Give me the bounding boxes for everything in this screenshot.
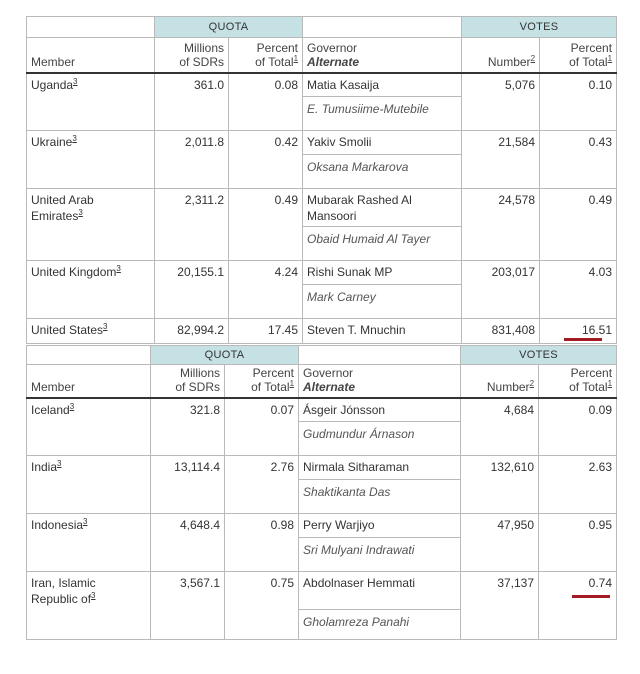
- quota-cell: 20,155.1: [155, 261, 229, 319]
- alternate-cell: Gholamreza Panahi: [299, 610, 461, 640]
- members-table-1: [26, 16, 617, 344]
- table-row: [27, 73, 617, 97]
- governor-cell: Ásgeir Jónsson: [299, 398, 461, 422]
- blank-governor-group: [303, 17, 462, 38]
- votes-percent-cell: 16.51: [540, 319, 617, 344]
- blank-corner: [27, 17, 155, 38]
- quota-percent-cell: 0.75: [225, 572, 299, 640]
- alternate-cell: Sri Mulyani Indrawati: [299, 538, 461, 572]
- governor-header: Governor Alternate: [299, 365, 461, 398]
- members-table-2: [26, 345, 617, 640]
- blank-governor-group: [299, 346, 461, 365]
- votes-cell: 203,017: [462, 261, 540, 319]
- quota-cell: 2,011.8: [155, 131, 229, 189]
- member-cell: Ukraine$^3$: [27, 131, 155, 189]
- quota-percent-header: Percent of Total$^1$: [229, 38, 303, 73]
- governor-cell: Yakiv Smolii: [303, 131, 462, 155]
- votes-group-header: VOTES: [462, 17, 617, 38]
- quota-percent-cell: 0.98: [225, 514, 299, 572]
- alternate-cell: Obaid Humaid Al Tayer: [303, 227, 462, 261]
- votes-percent-cell: 4.03: [540, 261, 617, 319]
- governor-cell: Matia Kasaija: [303, 73, 462, 97]
- alternate-cell: Gudmundur Árnason: [299, 422, 461, 456]
- table-row: [27, 398, 617, 422]
- quota-percent-cell: 0.07: [225, 398, 299, 456]
- votes-percent-cell: 0.49: [540, 189, 617, 261]
- highlight-underline: [564, 338, 602, 341]
- quota-cell: 2,311.2: [155, 189, 229, 261]
- alternate-cell: Mark Carney: [303, 285, 462, 319]
- votes-percent-cell: 0.09: [539, 398, 617, 456]
- member-cell: Uganda$^3$: [27, 73, 155, 131]
- millions-header: Millions of SDRs: [151, 365, 225, 398]
- votes-cell: 831,408: [462, 319, 540, 344]
- quota-cell: 3,567.1: [151, 572, 225, 640]
- quota-group-header: QUOTA: [155, 17, 303, 38]
- millions-header: Millions of SDRs: [155, 38, 229, 73]
- table-row: [27, 514, 617, 538]
- number-header: Number$^2$: [462, 38, 540, 73]
- table-row: [27, 319, 617, 344]
- votes-group-header: VOTES: [461, 346, 617, 365]
- imf-table-panel-2: [26, 345, 616, 640]
- member-cell: India$^3$: [27, 456, 151, 514]
- member-header: Member: [27, 365, 151, 398]
- votes-percent-header: Percent of Total$^1$: [540, 38, 617, 73]
- votes-cell: 132,610: [461, 456, 539, 514]
- governor-cell: Mubarak Rashed Al Mansoori: [303, 189, 462, 227]
- quota-cell: 13,114.4: [151, 456, 225, 514]
- quota-percent-cell: 4.24: [229, 261, 303, 319]
- votes-cell: 4,684: [461, 398, 539, 456]
- table-row: [27, 572, 617, 610]
- highlight-underline: [572, 595, 610, 598]
- quota-percent-cell: 17.45: [229, 319, 303, 344]
- governor-cell: Perry Warjiyo: [299, 514, 461, 538]
- governor-cell: Nirmala Sitharaman: [299, 456, 461, 480]
- quota-percent-cell: 0.42: [229, 131, 303, 189]
- votes-percent-cell: 2.63: [539, 456, 617, 514]
- member-header: Member: [27, 38, 155, 73]
- votes-cell: 37,137: [461, 572, 539, 640]
- member-cell: Iran, Islamic Republic $of^3$: [27, 572, 151, 640]
- quota-percent-cell: 0.49: [229, 189, 303, 261]
- table-row: [27, 456, 617, 480]
- votes-percent-cell: 0.43: [540, 131, 617, 189]
- table-row: [27, 189, 617, 227]
- alternate-cell: E. Tumusiime-Mutebile: [303, 97, 462, 131]
- quota-group-header: QUOTA: [151, 346, 299, 365]
- votes-percent-header: Percent of Total$^1$: [539, 365, 617, 398]
- member-cell: Iceland$^3$: [27, 398, 151, 456]
- quota-percent-cell: 2.76: [225, 456, 299, 514]
- table-row: [27, 261, 617, 285]
- governor-cell: Rishi Sunak MP: [303, 261, 462, 285]
- votes-cell: 47,950: [461, 514, 539, 572]
- alternate-cell: Oksana Markarova: [303, 155, 462, 189]
- quota-percent-cell: 0.08: [229, 73, 303, 131]
- governor-cell: Abdolnaser Hemmati: [299, 572, 461, 610]
- quota-cell: 4,648.4: [151, 514, 225, 572]
- votes-cell: 21,584: [462, 131, 540, 189]
- votes-percent-cell: 0.74: [539, 572, 617, 640]
- governor-cell: Steven T. Mnuchin: [303, 319, 462, 344]
- blank-corner: [27, 346, 151, 365]
- quota-cell: 361.0: [155, 73, 229, 131]
- quota-cell: 321.8: [151, 398, 225, 456]
- quota-percent-header: Percent of Total$^1$: [225, 365, 299, 398]
- member-cell: United States$^3$: [27, 319, 155, 344]
- quota-cell: 82,994.2: [155, 319, 229, 344]
- governor-header: Governor Alternate: [303, 38, 462, 73]
- alternate-cell: Shaktikanta Das: [299, 480, 461, 514]
- member-cell: Indonesia$^3$: [27, 514, 151, 572]
- member-cell: United Kingdom$^3$: [27, 261, 155, 319]
- votes-percent-cell: 0.95: [539, 514, 617, 572]
- votes-percent-cell: 0.10: [540, 73, 617, 131]
- votes-cell: 5,076: [462, 73, 540, 131]
- imf-table-panel-1: [26, 16, 616, 344]
- table-row: [27, 131, 617, 155]
- number-header: Number$^2$: [461, 365, 539, 398]
- member-cell: United Arab Emirates$^3$: [27, 189, 155, 261]
- votes-cell: 24,578: [462, 189, 540, 261]
